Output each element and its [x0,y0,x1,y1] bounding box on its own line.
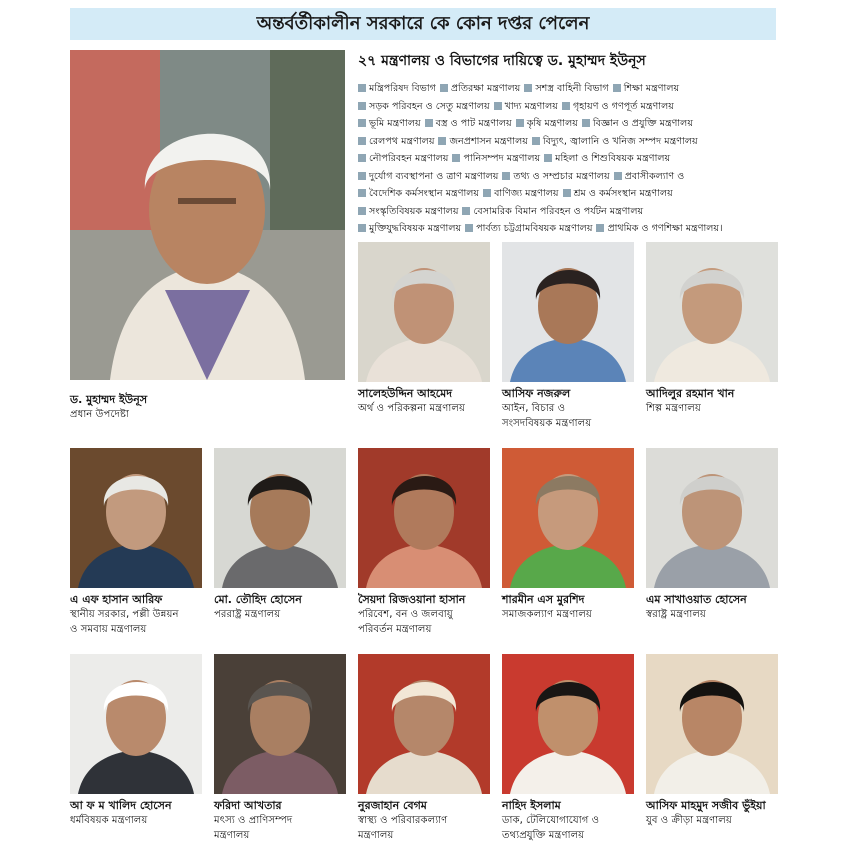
bullet-square-icon [358,172,366,180]
adviser-name: শারমীন এস মুরশিদ [502,593,585,606]
bullet-square-icon [358,189,366,197]
ministry-label: মুক্তিযুদ্ধবিষয়ক মন্ত্রণালয় [369,223,462,234]
adviser-photo [214,654,346,794]
bullet-square-icon [544,154,552,162]
lead-caption [70,392,220,422]
bullet-square-icon [563,189,571,197]
bullet-square-icon [613,84,621,92]
ministry-row [358,98,778,116]
ministry-item [592,223,722,234]
ministry-item [358,83,436,94]
adviser-caption [502,592,652,622]
adviser-photo [646,242,778,382]
ministry-label: বস্ত্র ও পাট মন্ত্রণালয় [435,118,512,129]
lead-portrait-photo [70,50,345,380]
headline-banner [70,8,776,40]
ministry-item [358,153,448,164]
ministry-label: নৌপরিবহন মন্ত্রণালয় [369,153,449,164]
ministry-label: প্রতিরক্ষা মন্ত্রণালয় [450,83,521,94]
bullet-square-icon [502,172,510,180]
bullet-square-icon [358,207,366,215]
bullet-square-icon [358,102,366,110]
bullet-square-icon [562,102,570,110]
adviser-ministry: ও সমবায় মন্ত্রণালয় [70,624,147,635]
lead-role: প্রধান উপদেষ্টা [70,409,129,420]
adviser-name: আদিলুর রহমান খান [646,387,735,400]
adviser-ministry: ডাক, টেলিযোগাযোগ ও [502,815,600,826]
ministry-label: তথ্য ও সম্প্রচার মন্ত্রণালয় [513,170,610,182]
ministry-label: বিজ্ঞান ও প্রযুক্তি মন্ত্রণালয় [592,118,693,129]
ministry-label: গৃহায়ণ ও গণপূর্ত মন্ত্রণালয় [572,100,674,112]
ministry-item [358,171,498,182]
ministry-item [358,223,461,234]
adviser-caption [358,592,508,637]
ministry-label: বৈদেশিক কর্মসংস্থান মন্ত্রণালয় [369,188,480,199]
ministry-item [512,118,578,129]
adviser-caption [502,798,652,843]
adviser-ministry: মৎস্য ও প্রাণিসম্পদ [214,815,293,826]
adviser-photo [646,654,778,794]
adviser-ministry: পরিবেশ, বন ও জলবায়ু [358,609,453,620]
ministry-item [578,118,693,129]
bullet-square-icon [483,189,491,197]
bullet-square-icon [462,207,470,215]
ministry-row [358,150,778,168]
adviser-ministry: সংসদবিষয়ক মন্ত্রণালয় [502,418,592,429]
ministry-label: বিদ্যুৎ, জ্বালানি ও খনিজ সম্পদ মন্ত্রণালয় [542,135,698,147]
ministry-label: শ্রম ও কর্মসংস্থান মন্ত্রণালয় [573,188,673,199]
adviser-name: সালেহউদ্দিন আহমেদ [358,387,453,400]
bullet-square-icon [516,119,524,127]
adviser-photo [358,654,490,794]
ministry-item [458,206,643,217]
adviser-photo [70,654,202,794]
bullet-square-icon [452,154,460,162]
bullet-square-icon [494,102,502,110]
ministry-item [490,101,558,112]
ministry-label: পানিসম্পদ মন্ত্রণালয় [463,153,541,164]
ministry-label: মন্ত্রিপরিষদ বিভাগ [369,83,436,94]
adviser-ministry: মন্ত্রণালয় [214,830,250,841]
bullet-square-icon [438,137,446,145]
ministry-label: শিক্ষা মন্ত্রণালয় [623,83,680,94]
ministry-row [358,203,778,221]
adviser-ministry: সমাজকল্যাণ মন্ত্রণালয় [502,609,592,620]
ministry-label: সড়ক পরিবহন ও সেতু মন্ত্রণালয় [369,100,490,112]
adviser-ministry: অর্থ ও পরিকল্পনা মন্ত্রণালয় [358,403,465,414]
adviser-ministry: স্থানীয় সরকার, পল্লী উন্নয়ন [70,609,179,620]
ministry-label: প্রবাসীকল্যাণ ও [624,170,685,182]
ministry-item [498,171,609,182]
ministry-item [528,136,698,147]
ministry-item [479,188,558,199]
ministry-item [358,101,490,112]
ministry-label: খাদ্য মন্ত্রণালয় [504,100,558,112]
bullet-square-icon [524,84,532,92]
ministry-item [559,188,673,199]
ministry-item [609,83,679,94]
adviser-ministry: মন্ত্রণালয় [358,830,394,841]
bullet-square-icon [358,119,366,127]
adviser-name: মো. তৌহিদ হোসেন [214,593,302,606]
ministry-row [358,168,778,186]
adviser-caption [502,386,652,431]
adviser-caption [646,386,796,416]
adviser-name: নাহিদ ইসলাম [502,799,561,812]
ministry-label: মহিলা ও শিশুবিষয়ক মন্ত্রণালয় [555,153,671,164]
adviser-ministry: পররাষ্ট্র মন্ত্রণালয় [214,609,281,620]
bullet-square-icon [358,224,366,232]
adviser-caption [646,592,796,622]
ministry-label: বাণিজ্য মন্ত্রণালয় [494,188,559,199]
ministry-row [358,115,778,133]
bullet-square-icon [440,84,448,92]
adviser-photo [214,448,346,588]
ministry-row [358,220,778,238]
adviser-photo [70,448,202,588]
adviser-name: নুরজাহান বেগম [358,799,427,812]
bullet-square-icon [596,224,604,232]
adviser-name: এম সাখাওয়াত হোসেন [646,593,747,606]
ministry-item [520,83,608,94]
ministry-label: ভূমি মন্ত্রণালয় [369,118,421,129]
ministry-item [610,171,685,182]
adviser-ministry: স্বাস্থ্য ও পরিবারকল্যাণ [358,815,448,826]
ministry-label: বেসামরিক বিমান পরিবহন ও পর্যটন মন্ত্রণালয় [473,205,644,217]
adviser-caption [70,592,220,637]
lead-heading: ২৭ মন্ত্রণালয় ও বিভাগের দায়িত্বে ড. মুহাম্মদ ইউনূস [358,53,646,69]
ministry-label: কৃষি মন্ত্রণালয় [526,118,578,129]
ministry-item [421,118,512,129]
bullet-square-icon [425,119,433,127]
adviser-caption [214,592,364,622]
adviser-caption [358,798,508,843]
adviser-photo [358,448,490,588]
ministry-item [358,118,421,129]
bullet-square-icon [582,119,590,127]
ministry-label: পার্বত্য চট্টগ্রামবিষয়ক মন্ত্রণালয় [476,223,593,234]
ministry-item [436,83,520,94]
adviser-name: এ এফ হাসান আরিফ [70,593,163,606]
adviser-name: আসিফ নজরুল [502,387,571,400]
bullet-square-icon [358,84,366,92]
adviser-photo [502,448,634,588]
ministry-label: জনপ্রশাসন মন্ত্রণালয় [449,135,528,147]
adviser-name: ফরিদা আখতার [214,799,282,812]
ministry-row [358,185,778,203]
ministry-label: সশস্ত্র বাহিনী বিভাগ [535,83,609,94]
adviser-name: আ ফ ম খালিদ হোসেন [70,799,172,812]
adviser-ministry: তথ্যপ্রযুক্তি মন্ত্রণালয় [502,830,585,841]
bullet-square-icon [465,224,473,232]
adviser-ministry: পরিবর্তন মন্ত্রণালয় [358,624,432,635]
ministry-item [461,223,592,234]
adviser-caption [646,798,796,828]
adviser-ministry: স্বরাষ্ট্র মন্ত্রণালয় [646,609,706,620]
bullet-square-icon [614,172,622,180]
adviser-caption [358,386,508,416]
ministry-label: দুর্যোগ ব্যবস্থাপনা ও ত্রাণ মন্ত্রণালয় [369,170,499,182]
adviser-ministry: আইন, বিচার ও [502,403,566,414]
ministry-row [358,133,778,151]
ministry-label: রেলপথ মন্ত্রণালয় [369,135,435,147]
ministry-label: সংস্কৃতিবিষয়ক মন্ত্রণালয় [369,205,459,217]
ministry-item [448,153,540,164]
ministry-label: প্রাথমিক ও গণশিক্ষা মন্ত্রণালয়। [607,223,723,234]
ministry-item [540,153,670,164]
adviser-ministry: যুব ও ক্রীড়া মন্ত্রণালয় [646,815,732,826]
adviser-photo [646,448,778,588]
ministry-item [434,136,527,147]
adviser-name: আসিফ মাহমুদ সজীব ভুঁইয়া [646,799,766,812]
ministry-item [358,188,479,199]
adviser-ministry: শিল্প মন্ত্রণালয় [646,403,701,414]
adviser-ministry: ধর্মবিষয়ক মন্ত্রণালয় [70,815,148,826]
ministry-item [558,101,674,112]
bullet-square-icon [358,137,366,145]
adviser-caption [214,798,364,843]
adviser-name: সৈয়দা রিজওয়ানা হাসান [358,593,466,606]
bullet-square-icon [532,137,540,145]
bullet-square-icon [358,154,366,162]
lead-name: ড. মুহাম্মদ ইউনূস [70,393,148,406]
ministry-item [358,206,458,217]
ministry-row [358,80,778,98]
adviser-photo [502,654,634,794]
ministry-list [358,80,778,238]
adviser-caption [70,798,220,828]
ministry-item [358,136,434,147]
adviser-photo [502,242,634,382]
headline-title: অন্তর্বর্তীকালীন সরকারে কে কোন দপ্তর পেলেন [256,12,590,34]
adviser-photo [358,242,490,382]
